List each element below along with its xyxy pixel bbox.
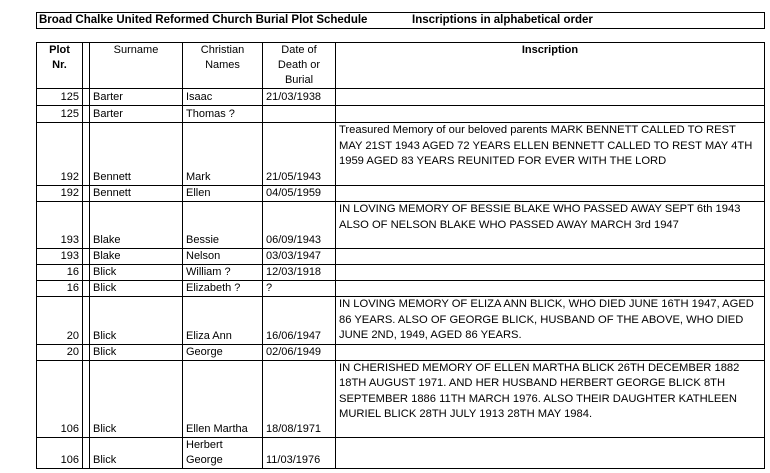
date-cell [263, 186, 336, 202]
plot-number: 125 [60, 91, 79, 103]
christian-name: Herbert [186, 438, 223, 451]
table-row [37, 186, 765, 202]
surname-cell [90, 297, 183, 345]
table-row [37, 249, 765, 265]
surname-cell [90, 344, 183, 360]
plot-number: 125 [60, 108, 79, 120]
plot-number: 106 [60, 422, 79, 435]
plot-number: 192 [60, 187, 79, 199]
date-of-death: 16/06/1947 [266, 329, 322, 342]
surname-cell [90, 123, 183, 186]
christian-name: Ellen Martha [186, 422, 248, 435]
table-row [37, 202, 765, 249]
plot-number: 193 [60, 234, 79, 246]
date-of-death: 02/06/1949 [266, 345, 322, 358]
plot-number: 20 [66, 345, 79, 358]
table-row [37, 297, 765, 345]
surname: Blake [93, 234, 121, 246]
christian-name: Eliza Ann [186, 329, 232, 342]
surname: Bennett [93, 187, 131, 199]
surname: Blake [93, 250, 121, 262]
date-cell [263, 344, 336, 360]
christian-names-cell [183, 249, 263, 265]
surname-cell [90, 265, 183, 281]
surname-cell [90, 186, 183, 202]
date-of-death: 21/05/1943 [266, 171, 322, 183]
table-row [37, 344, 765, 360]
christian-names-cell [183, 265, 263, 281]
inscription-cell [336, 265, 765, 281]
inscription-text: IN LOVING MEMORY OF ELIZA ANN BLICK, WHO DIED JUNE 16TH 1947, AGED 86 YEARS. ALSO OF GEORGE BLICK, HUSBAND OF THE ABOVE, WHO DIED JUNE 2ND, 1949, AGED 86 YEARS. [339, 298, 754, 341]
spacer-cell [83, 265, 90, 281]
date-of-death: 18/08/1971 [266, 422, 322, 435]
christian-name: Thomas ? [186, 108, 235, 120]
date-cell [263, 249, 336, 265]
inscription-cell [336, 360, 765, 437]
christian-names-cell [183, 89, 263, 106]
christian-names-cell [183, 344, 263, 360]
spacer-cell [83, 360, 90, 437]
date-cell [263, 265, 336, 281]
plot-number: 20 [66, 329, 79, 342]
inscription-text: Treasured Memory of our beloved parents MARK BENNETT CALLED TO REST MAY 21ST 1943 AGED 72 YEARS ELLEN BENNETT CALLED TO REST MAY 4TH 1959 AGED 83 YEARS REUNITED FOR EVER WITH THE LORD [339, 124, 753, 167]
header-row [37, 43, 765, 89]
burial-table [36, 42, 765, 469]
plot-number-cell [37, 360, 83, 437]
christian-names-cell [183, 437, 263, 468]
surname: Bennett [93, 171, 131, 183]
table-row [37, 437, 765, 468]
table-row [37, 360, 765, 437]
spacer-cell [83, 123, 90, 186]
plot-number-cell [37, 106, 83, 123]
plot-number: 193 [60, 250, 79, 262]
surname-cell [90, 360, 183, 437]
plot-number: 16 [66, 282, 79, 294]
plot-number: 192 [60, 171, 79, 183]
inscription-cell [336, 344, 765, 360]
christian-name: Nelson [186, 250, 221, 262]
christian-names-cell [183, 123, 263, 186]
inscription-cell [336, 106, 765, 123]
header-date: Date of Death or Burial [263, 43, 336, 89]
inscription-text: IN CHERISHED MEMORY OF ELLEN MARTHA BLICK 26TH DECEMBER 1882 18TH AUGUST 1971. AND HER HUSBAND HERBERT GEORGE BLICK 8TH SEPTEMBER 1886 11TH MARCH 1976. ALSO THEIR DAUGHTER KATHLEEN MURIEL BLICK 28TH JULY 1913 28TH MAY 1984. [339, 361, 740, 420]
inscription-cell [336, 249, 765, 265]
christian-name: Ellen [186, 187, 211, 199]
date-of-death: 12/03/1918 [266, 266, 322, 278]
date-of-death: 06/09/1943 [266, 234, 322, 246]
plot-number-cell [37, 344, 83, 360]
date-of-death: 21/03/1938 [266, 91, 322, 103]
inscription-cell [336, 123, 765, 186]
christian-name: George [186, 345, 223, 358]
plot-number-cell [37, 437, 83, 468]
header-spacer [83, 43, 90, 89]
surname-cell [90, 89, 183, 106]
spacer-cell [83, 297, 90, 345]
christian-name: Mark [186, 171, 211, 183]
surname-cell [90, 437, 183, 468]
spacer-cell [83, 249, 90, 265]
table-row [37, 106, 765, 123]
christian-names-cell [183, 297, 263, 345]
spacer-cell [83, 186, 90, 202]
surname: Blick [93, 345, 117, 358]
plot-number-cell [37, 281, 83, 297]
inscription-cell [336, 89, 765, 106]
inscription-cell [336, 186, 765, 202]
surname-cell [90, 106, 183, 123]
surname: Blick [93, 282, 117, 294]
inscription-cell [336, 437, 765, 468]
date-cell [263, 123, 336, 186]
date-cell [263, 297, 336, 345]
plot-number-cell [37, 265, 83, 281]
christian-name: Elizabeth ? [186, 282, 241, 294]
plot-number-cell [37, 249, 83, 265]
christian-names-cell [183, 202, 263, 249]
date-of-death: 03/03/1947 [266, 250, 322, 262]
header-plot: Plot Nr. [37, 43, 83, 89]
date-cell [263, 106, 336, 123]
header-christian-names: Christian Names [183, 43, 263, 89]
date-cell [263, 281, 336, 297]
surname: Blick [93, 422, 117, 435]
spacer-cell [83, 344, 90, 360]
inscription-cell [336, 297, 765, 345]
plot-number-cell [37, 123, 83, 186]
surname: Barter [93, 91, 123, 103]
christian-names-cell [183, 360, 263, 437]
order-note: Inscriptions in alphabetical order [412, 14, 593, 26]
surname-cell [90, 202, 183, 249]
plot-number-cell [37, 202, 83, 249]
date-cell [263, 89, 336, 106]
surname: Barter [93, 108, 123, 120]
spacer-cell [83, 437, 90, 468]
date-of-death: 04/05/1959 [266, 187, 322, 199]
church-title: Broad Chalke United Reformed Church Burial Plot Schedule [39, 14, 368, 26]
plot-number-cell [37, 89, 83, 106]
plot-number: 106 [60, 453, 79, 466]
table-row [37, 281, 765, 297]
header-inscription: Inscription [336, 43, 765, 89]
plot-number: 16 [66, 266, 79, 278]
christian-name: William ? [186, 266, 231, 278]
inscription-cell [336, 281, 765, 297]
date-cell [263, 360, 336, 437]
plot-number-cell [37, 186, 83, 202]
surname-cell [90, 249, 183, 265]
spacer-cell [83, 89, 90, 106]
spacer-cell [83, 281, 90, 297]
inscription-cell [336, 202, 765, 249]
spacer-cell [83, 202, 90, 249]
christian-name: Isaac [186, 91, 213, 103]
date-cell [263, 202, 336, 249]
spacer-cell [83, 106, 90, 123]
burial-schedule-sheet [36, 12, 766, 464]
table-row [37, 123, 765, 186]
surname-cell [90, 281, 183, 297]
date-cell [263, 437, 336, 468]
plot-number-cell [37, 297, 83, 345]
sheet-title [36, 12, 765, 29]
table-row [37, 89, 765, 106]
christian-names-cell [183, 281, 263, 297]
surname: Blick [93, 266, 117, 278]
surname: Blick [93, 453, 117, 466]
christian-name: Bessie [186, 234, 220, 246]
christian-names-cell [183, 186, 263, 202]
header-surname: Surname [90, 43, 183, 89]
christian-names-cell [183, 106, 263, 123]
date-of-death: 11/03/1976 [266, 453, 321, 466]
inscription-text: IN LOVING MEMORY OF BESSIE BLAKE WHO PASSED AWAY SEPT 6th 1943 ALSO OF NELSON BLAKE WHO PASSED AWAY MARCH 3rd 1947 [339, 203, 741, 231]
table-row [37, 265, 765, 281]
date-of-death: ? [266, 282, 273, 294]
christian-name: George [186, 453, 223, 466]
surname: Blick [93, 329, 117, 342]
